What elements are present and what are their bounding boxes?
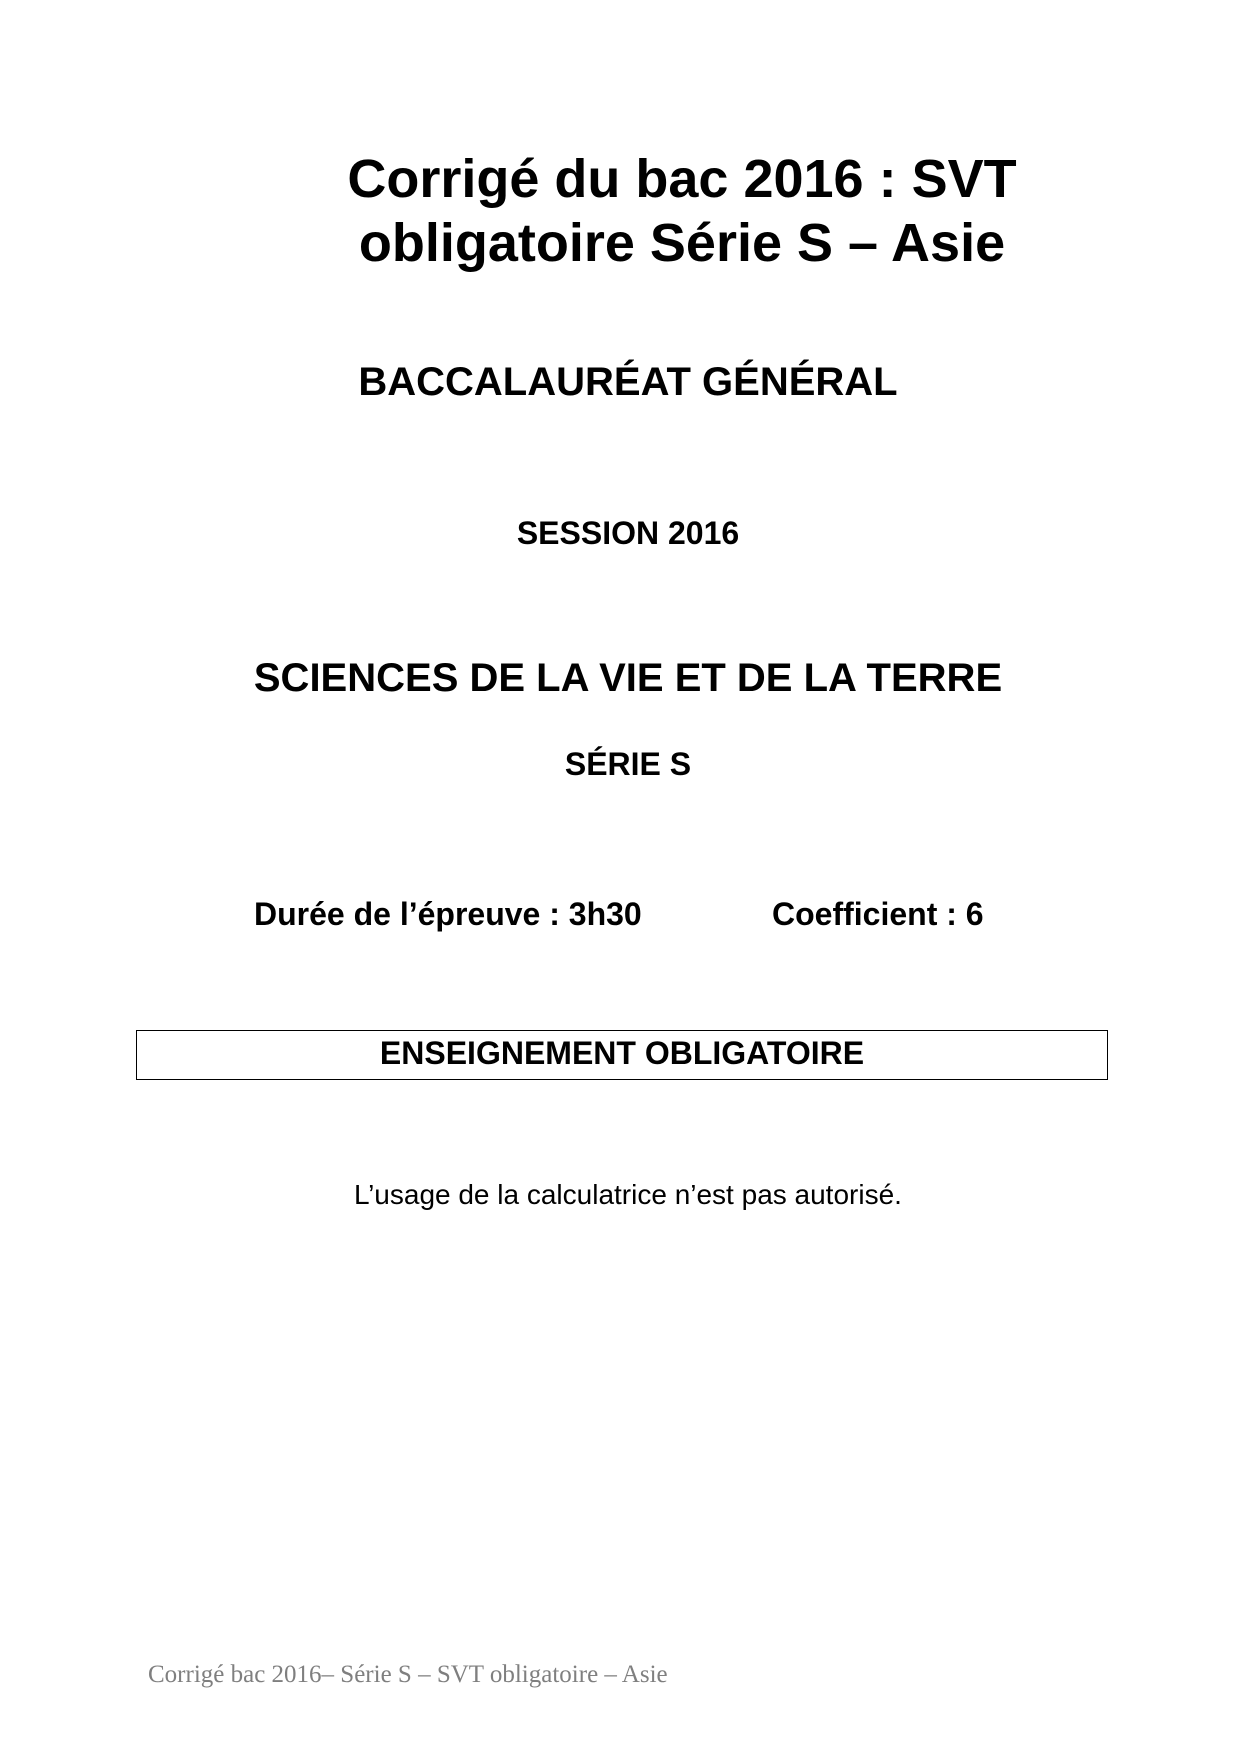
document-title-line-2: obligatoire Série S – Asie [358,213,1006,273]
document-title-line-1: Corrigé du bac 2016 : SVT [347,149,1017,209]
page-footer: Corrigé bac 2016– Série S – SVT obligatoire – Asie [148,1661,668,1688]
track-box: ENSEIGNEMENT OBLIGATOIRE [136,1030,1108,1080]
exam-name-heading: BACCALAURÉAT GÉNÉRAL [358,360,898,404]
subject-heading: SCIENCES DE LA VIE ET DE LA TERRE [253,656,1003,700]
series-heading: SÉRIE S [564,746,692,782]
exam-duration: Durée de l’épreuve : 3h30 [254,896,642,932]
calculator-note: L’usage de la calculatrice n’est pas autorisé. [354,1179,902,1210]
session-heading: SESSION 2016 [516,515,740,551]
exam-coefficient: Coefficient : 6 [772,896,984,932]
